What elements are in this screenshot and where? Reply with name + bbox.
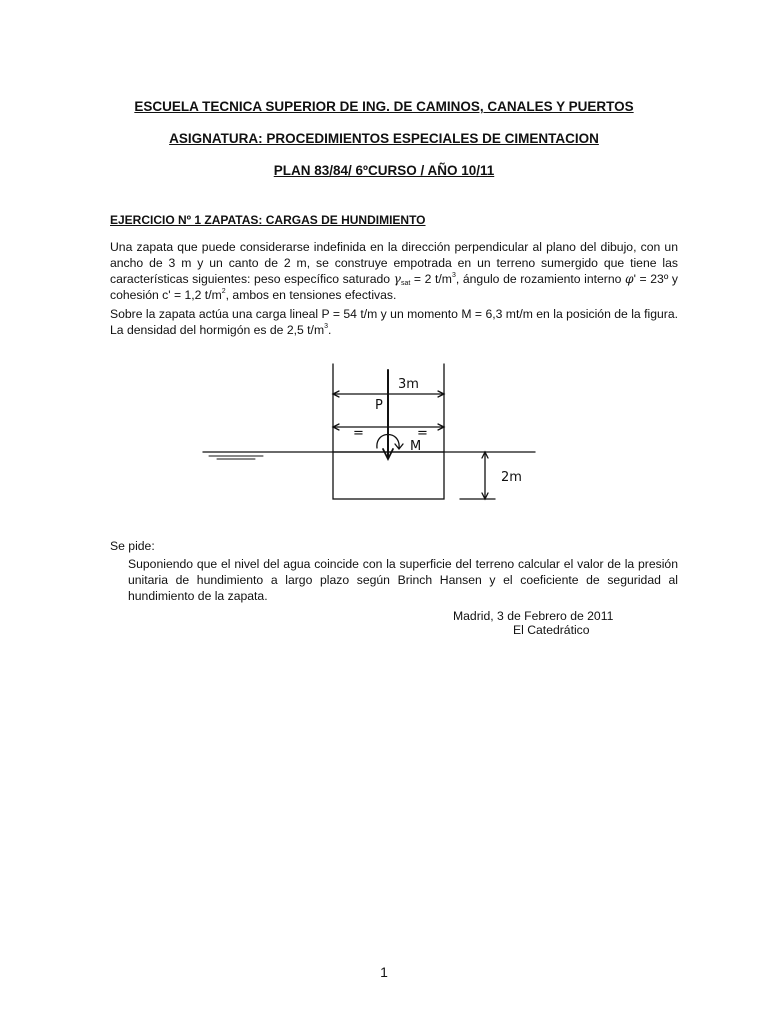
page-number: 1 [380,964,388,980]
exercise-title: EJERCICIO Nº 1 ZAPATAS: CARGAS DE HUNDIMIENTO [110,213,426,227]
equal-mark-right: = [417,426,428,441]
signature-role: El Catedrático [513,623,590,637]
depth-label: 2m [501,470,522,485]
moment-label: M [410,439,422,454]
load-label: P [375,398,383,413]
place-date: Madrid, 3 de Febrero de 2011 [453,609,614,623]
course-heading: ASIGNATURA: PROCEDIMIENTOS ESPECIALES DE CIMENTACION [169,131,599,146]
problem-paragraph-1: Una zapata que puede considerarse indefinida en la dirección perpendicular al plano del dibujo, con un ancho de 3 m y un canto de 2 m, se construye empotrada en un terreno sumergido que tiene las características siguientes: peso específico saturado $\gamma_{sat} = 2$ $t/m^3$, ángulo de rozamiento interno φ' = 23º y cohesión c' = 1,2 $t/m^2$, ambos en tensiones efectivas. [110,240,678,302]
footing-diagram [195,360,555,510]
problem-paragraph-2: Sobre la zapata actúa una carga lineal P = 54 t/m y un momento M = 6,3 mt/m en la posición de la figura. La densidad del hormigón es de 2,5 $t/m^3$. [110,307,678,337]
width-label: 3m [398,377,419,392]
plan-heading: PLAN 83/84/ 6ºCURSO / AÑO 10/11 [273,163,495,178]
equal-mark-left: = [353,426,364,441]
request-text: Suponiendo que el nivel del agua coincide con la superficie del terreno calcular el valor de la presión unitaria de hundimiento a largo plazo según Brinch Hansen y el coeficiente de seguridad al hundimiento de la zapata. [128,557,678,603]
school-heading: ESCUELA TECNICA SUPERIOR DE ING. DE CAMINOS, CANALES Y PUERTOS [134,99,634,114]
request-label: Se pide: [110,539,155,553]
